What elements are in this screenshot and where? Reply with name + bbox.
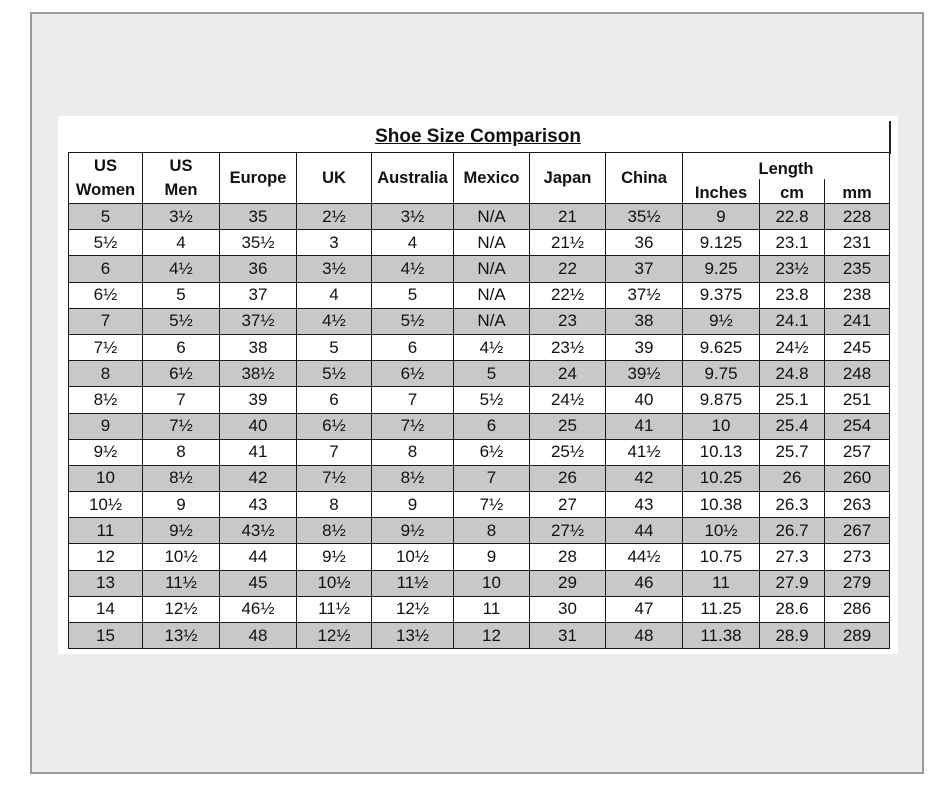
cell-china: 39 [606,334,683,360]
cell-mm: 235 [825,256,890,282]
cell-china: 43 [606,492,683,518]
cell-mm: 286 [825,596,890,622]
cell-us-men: 10½ [143,544,220,570]
header-length: Length [683,153,890,180]
cell-japan: 21½ [530,230,606,256]
cell-europe: 41 [220,439,297,465]
cell-mm: 263 [825,492,890,518]
cell-mm: 251 [825,387,890,413]
cell-uk: 11½ [297,596,372,622]
cell-us-men: 8½ [143,465,220,491]
cell-cm: 27.9 [760,570,825,596]
cell-mexico: 5½ [454,387,530,413]
cell-us-women: 9½ [69,439,143,465]
cell-mm: 231 [825,230,890,256]
cell-mexico: N/A [454,230,530,256]
cell-china: 46 [606,570,683,596]
cell-australia: 6 [372,334,454,360]
cell-cm: 25.4 [760,413,825,439]
table-row [69,596,890,622]
header-japan: Japan [530,153,606,204]
cell-inches: 9 [683,204,760,230]
cell-china: 41½ [606,439,683,465]
cell-inches: 10.25 [683,465,760,491]
cell-australia: 7½ [372,413,454,439]
cell-us-women: 5½ [69,230,143,256]
size-chart-sheet [58,116,898,654]
cell-inches: 9.375 [683,282,760,308]
cell-us-men: 9½ [143,518,220,544]
chart-title: Shoe Size Comparison [375,126,581,147]
cell-mexico: N/A [454,204,530,230]
cell-inches: 10½ [683,518,760,544]
cell-mm: 267 [825,518,890,544]
header-inches: Inches [683,179,760,204]
cell-mm: 279 [825,570,890,596]
cell-mm: 273 [825,544,890,570]
table-row [69,387,890,413]
cell-inches: 9.125 [683,230,760,256]
cell-us-men: 6 [143,334,220,360]
cell-japan: 28 [530,544,606,570]
cell-us-men: 13½ [143,623,220,649]
cell-japan: 22½ [530,282,606,308]
table-row [69,230,890,256]
header-china: China [606,153,683,204]
cell-australia: 7 [372,387,454,413]
cell-mm: 257 [825,439,890,465]
cell-us-women: 7 [69,308,143,334]
cell-europe: 40 [220,413,297,439]
cell-cm: 23½ [760,256,825,282]
cell-us-women: 6 [69,256,143,282]
cell-mexico: 6 [454,413,530,439]
cell-mm: 228 [825,204,890,230]
cell-us-women: 5 [69,204,143,230]
cell-cm: 24.8 [760,361,825,387]
cell-china: 39½ [606,361,683,387]
cell-europe: 38 [220,334,297,360]
cell-inches: 9.75 [683,361,760,387]
cell-australia: 13½ [372,623,454,649]
cell-us-women: 8½ [69,387,143,413]
cell-europe: 36 [220,256,297,282]
cell-us-women: 7½ [69,334,143,360]
table-row [69,361,890,387]
cell-australia: 9½ [372,518,454,544]
cell-uk: 10½ [297,570,372,596]
cell-cm: 23.8 [760,282,825,308]
header-mm: mm [825,179,890,204]
cell-inches: 11.25 [683,596,760,622]
cell-inches: 11.38 [683,623,760,649]
cell-europe: 37 [220,282,297,308]
cell-cm: 26.7 [760,518,825,544]
cell-us-women: 13 [69,570,143,596]
cell-mm: 254 [825,413,890,439]
cell-us-men: 9 [143,492,220,518]
table-row [69,256,890,282]
table-row [69,518,890,544]
cell-europe: 42 [220,465,297,491]
cell-uk: 12½ [297,623,372,649]
cell-mexico: 10 [454,570,530,596]
cell-us-men: 7 [143,387,220,413]
table-row [69,413,890,439]
cell-inches: 10.38 [683,492,760,518]
cell-europe: 46½ [220,596,297,622]
cell-mm: 245 [825,334,890,360]
cell-inches: 10.75 [683,544,760,570]
cell-australia: 5½ [372,308,454,334]
cell-japan: 27½ [530,518,606,544]
cell-japan: 29 [530,570,606,596]
cell-japan: 22 [530,256,606,282]
cell-japan: 26 [530,465,606,491]
cell-australia: 6½ [372,361,454,387]
cell-uk: 4½ [297,308,372,334]
cell-cm: 25.1 [760,387,825,413]
cell-china: 40 [606,387,683,413]
cell-us-men: 7½ [143,413,220,439]
header-us-men-line2: Men [164,181,198,199]
cell-us-women: 11 [69,518,143,544]
cell-us-women: 8 [69,361,143,387]
cell-cm: 28.9 [760,623,825,649]
table-row [69,570,890,596]
cell-uk: 8½ [297,518,372,544]
cell-australia: 11½ [372,570,454,596]
cell-cm: 27.3 [760,544,825,570]
header-australia: Australia [372,153,454,204]
cell-mexico: 11 [454,596,530,622]
cell-us-men: 8 [143,439,220,465]
cell-china: 41 [606,413,683,439]
cell-mexico: 8 [454,518,530,544]
cell-japan: 21 [530,204,606,230]
cell-inches: 9.25 [683,256,760,282]
cell-australia: 5 [372,282,454,308]
cell-china: 44½ [606,544,683,570]
cell-inches: 9½ [683,308,760,334]
cell-us-women: 12 [69,544,143,570]
table-row [69,544,890,570]
cell-mm: 260 [825,465,890,491]
cell-europe: 48 [220,623,297,649]
cell-inches: 9.875 [683,387,760,413]
cell-australia: 12½ [372,596,454,622]
header-europe: Europe [220,153,297,204]
cell-china: 36 [606,230,683,256]
cell-uk: 9½ [297,544,372,570]
cell-europe: 37½ [220,308,297,334]
table-row [69,465,890,491]
cell-uk: 5½ [297,361,372,387]
cell-us-women: 10 [69,465,143,491]
cell-cm: 23.1 [760,230,825,256]
cell-japan: 23½ [530,334,606,360]
cell-mexico: 9 [454,544,530,570]
cell-cm: 25.7 [760,439,825,465]
cell-mexico: 7½ [454,492,530,518]
cell-mexico: N/A [454,308,530,334]
cell-cm: 26.3 [760,492,825,518]
cell-cm: 24½ [760,334,825,360]
table-row [69,623,890,649]
cell-europe: 39 [220,387,297,413]
cell-us-men: 5 [143,282,220,308]
cell-europe: 35 [220,204,297,230]
cell-mexico: 7 [454,465,530,491]
cell-china: 42 [606,465,683,491]
cell-uk: 5 [297,334,372,360]
cell-japan: 24½ [530,387,606,413]
cell-australia: 10½ [372,544,454,570]
cell-australia: 9 [372,492,454,518]
cell-china: 35½ [606,204,683,230]
cell-us-women: 9 [69,413,143,439]
cell-us-men: 12½ [143,596,220,622]
shoe-size-table [68,152,890,649]
cell-us-women: 6½ [69,282,143,308]
cell-australia: 3½ [372,204,454,230]
cell-japan: 31 [530,623,606,649]
cell-uk: 6½ [297,413,372,439]
cell-china: 47 [606,596,683,622]
header-mexico: Mexico [454,153,530,204]
cell-australia: 4½ [372,256,454,282]
cell-uk: 3½ [297,256,372,282]
table-row [69,334,890,360]
cell-europe: 45 [220,570,297,596]
table-row [69,439,890,465]
header-us-women-line1: US [94,157,117,175]
cell-us-men: 11½ [143,570,220,596]
cell-europe: 43½ [220,518,297,544]
cell-us-women: 10½ [69,492,143,518]
cell-australia: 8½ [372,465,454,491]
cell-us-men: 4½ [143,256,220,282]
cell-uk: 7 [297,439,372,465]
header-us-women [69,153,143,204]
cell-china: 37 [606,256,683,282]
cell-mm: 248 [825,361,890,387]
cell-mm: 289 [825,623,890,649]
cell-europe: 44 [220,544,297,570]
cell-us-women: 15 [69,623,143,649]
cell-cm: 22.8 [760,204,825,230]
cell-mexico: N/A [454,282,530,308]
cell-inches: 9.625 [683,334,760,360]
table-row [69,204,890,230]
cell-japan: 30 [530,596,606,622]
cell-mexico: 5 [454,361,530,387]
cell-mexico: 6½ [454,439,530,465]
cell-europe: 43 [220,492,297,518]
cell-us-men: 6½ [143,361,220,387]
header-uk: UK [297,153,372,204]
cell-us-men: 3½ [143,204,220,230]
table-row [69,282,890,308]
cell-uk: 8 [297,492,372,518]
cell-inches: 10.13 [683,439,760,465]
cell-japan: 25½ [530,439,606,465]
size-rows [69,204,890,649]
cell-china: 44 [606,518,683,544]
header-us-men [143,153,220,204]
cell-australia: 8 [372,439,454,465]
cell-japan: 24 [530,361,606,387]
cell-australia: 4 [372,230,454,256]
header-us-women-line2: Women [75,181,136,199]
cell-us-men: 5½ [143,308,220,334]
cell-uk: 2½ [297,204,372,230]
cell-cm: 24.1 [760,308,825,334]
header-us-men-line1: US [169,157,193,175]
cell-uk: 3 [297,230,372,256]
cell-japan: 27 [530,492,606,518]
cell-cm: 28.6 [760,596,825,622]
cell-uk: 7½ [297,465,372,491]
cell-mexico: 4½ [454,334,530,360]
cell-inches: 10 [683,413,760,439]
cell-japan: 23 [530,308,606,334]
table-row [69,308,890,334]
cell-cm: 26 [760,465,825,491]
cell-uk: 4 [297,282,372,308]
header-cm: cm [760,179,825,204]
cell-mm: 241 [825,308,890,334]
cell-us-men: 4 [143,230,220,256]
table-row [69,492,890,518]
cell-uk: 6 [297,387,372,413]
cell-mexico: 12 [454,623,530,649]
cell-mm: 238 [825,282,890,308]
cell-inches: 11 [683,570,760,596]
cell-europe: 38½ [220,361,297,387]
cell-china: 38 [606,308,683,334]
cell-japan: 25 [530,413,606,439]
cell-europe: 35½ [220,230,297,256]
cell-china: 48 [606,623,683,649]
cell-mexico: N/A [454,256,530,282]
cell-us-women: 14 [69,596,143,622]
cell-china: 37½ [606,282,683,308]
